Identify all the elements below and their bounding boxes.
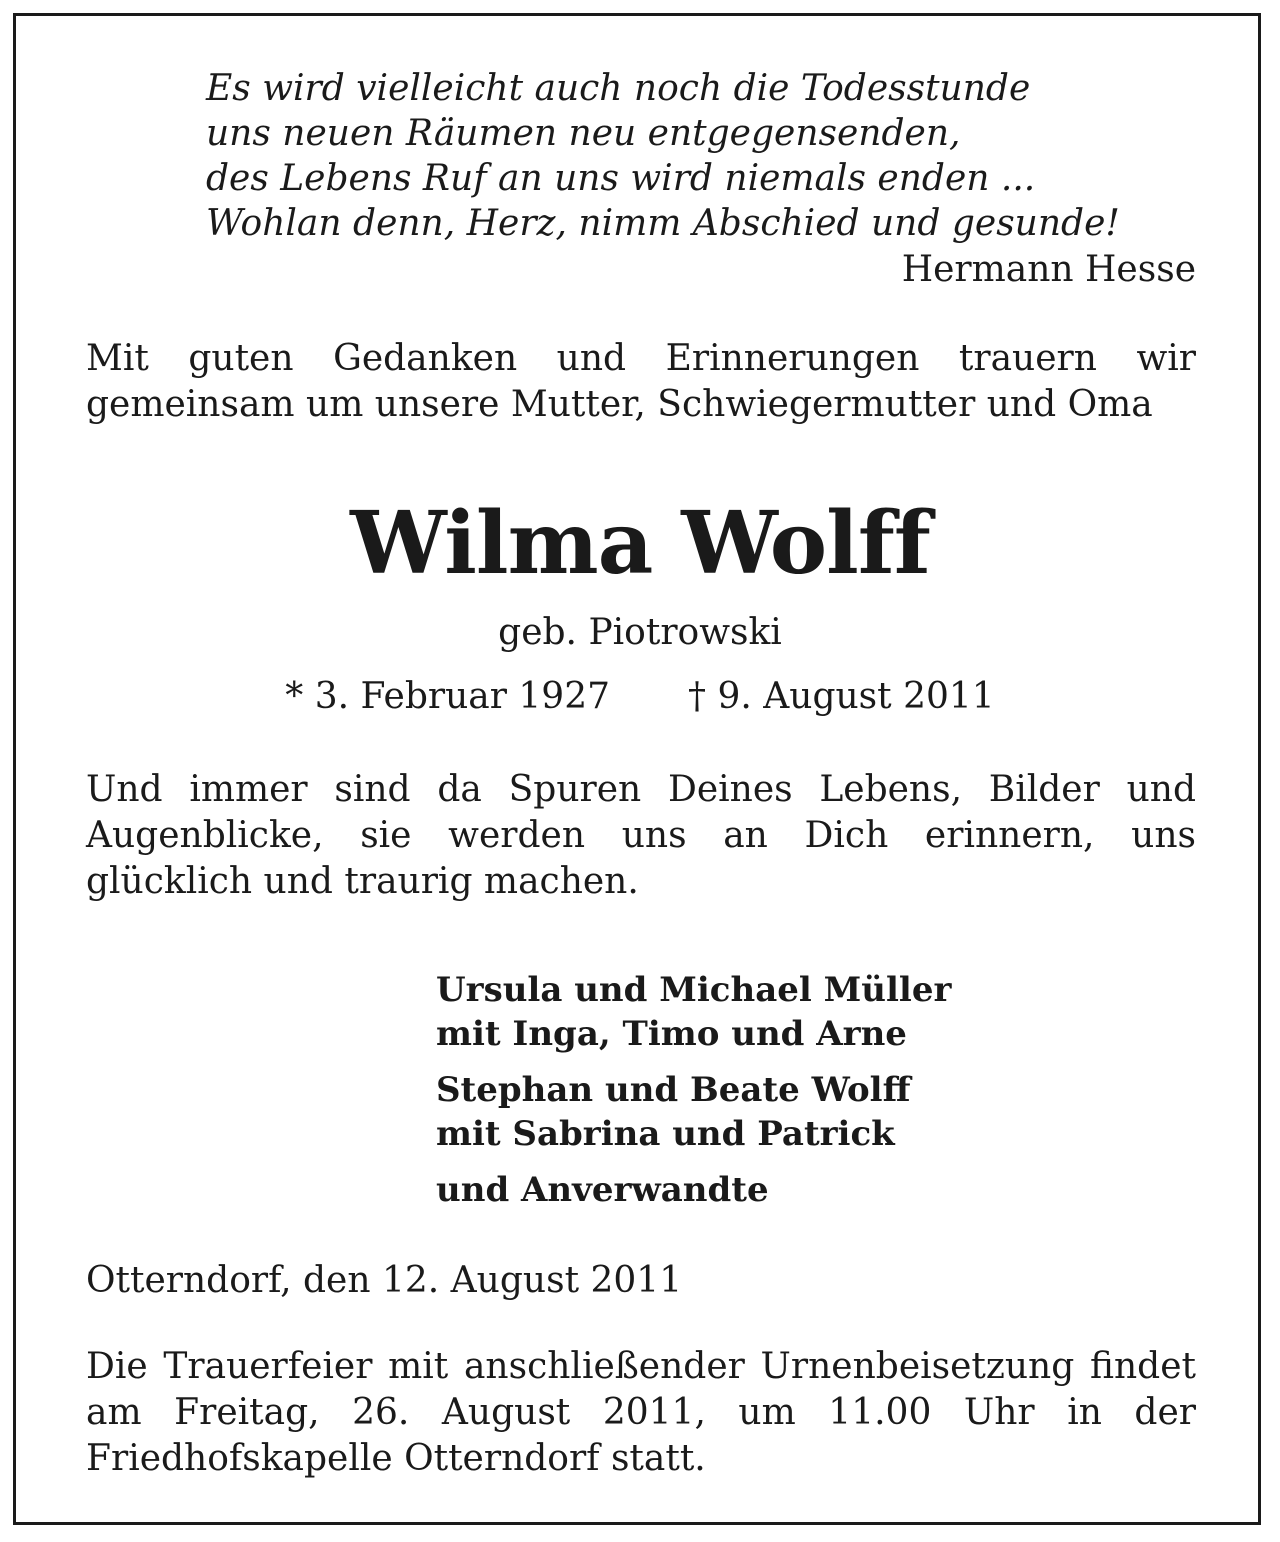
deceased-name: Wilma Wolff [350,493,930,594]
place-date: Otterndorf, den 12. August 2011 [86,1260,683,1301]
quote-author: Hermann Hesse [901,249,1196,290]
death-date: † 9. August 2011 [688,676,995,717]
mourner-group [436,968,951,1056]
mourner-line: Stephan und Beate Wolff [436,1070,911,1110]
mourners-list [436,968,951,1224]
quote-line: des Lebens Ruf an uns wird niemals enden ... [206,158,1036,199]
life-dates [0,674,1280,720]
quote-line: Wohlan denn, Herz, nimm Abschied und gesunde! [206,203,1120,244]
mourner-line: mit Inga, Timo und Arne [436,1014,907,1054]
mourner-group [436,1068,951,1156]
ceremony-text: Die Trauerfeier mit anschließender Urnenbeisetzung findet am Freitag, 26. August 2011, um 11.00 Uhr in der Friedhofskapelle Otterndorf statt. [86,1346,1196,1479]
maiden-name: geb. Piotrowski [498,612,782,653]
mourner-line: Ursula und Michael Müller [436,970,952,1010]
memory-text: Und immer sind da Spuren Deines Lebens, Bilder und Augenblicke, sie werden uns an Dich erinnern, uns glücklich und traurig machen. [86,769,1196,902]
quote-line: uns neuen Räumen neu entgegensenden, [206,113,961,154]
intro-text: Mit guten Gedanken und Erinnerungen trauern wir gemeinsam um unsere Mutter, Schwiegermutter und Oma [86,338,1196,425]
hesse-quote [206,66,1196,246]
mourner-line: und Anverwandte [436,1170,769,1210]
quote-line: Es wird vielleicht auch noch die Todesstunde [206,68,1031,109]
mourner-line: mit Sabrina und Patrick [436,1114,895,1154]
birth-date: * 3. Februar 1927 [285,676,611,717]
mourner-group [436,1168,951,1212]
